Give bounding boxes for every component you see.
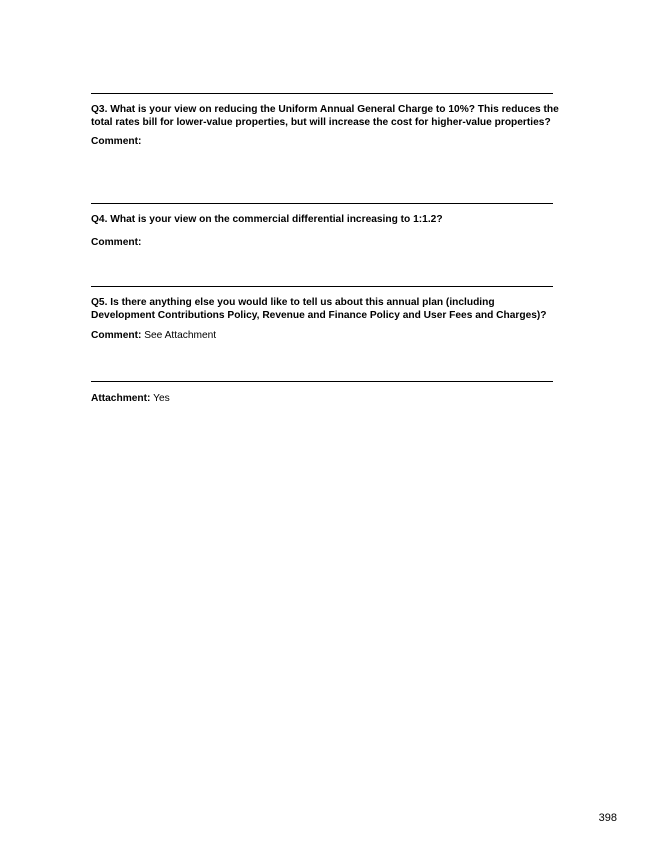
q5-comment (91, 330, 561, 343)
attachment-label: Attachment: (91, 393, 151, 404)
q5-question: Q5. Is there anything else you would like to tell us about this annual plan (including Development Contributions Policy, Revenue and Finance Policy and User Fees and Charges)? (91, 297, 547, 321)
q5-comment-label: Comment: (91, 330, 142, 342)
q3-comment-label: Comment: (91, 136, 142, 148)
q3-question: Q3. What is your view on reducing the Uniform Annual General Charge to 10%? This reduces the total rates bill for lower-value properties, but will increase the cost for higher-value properties? (91, 104, 559, 128)
attachment-line (91, 393, 561, 406)
divider-top (91, 93, 553, 94)
q5-section (91, 297, 561, 343)
attachment-value: Yes (153, 393, 170, 404)
q4-question: Q4. What is your view on the commercial differential increasing to 1:1.2? (91, 214, 443, 225)
divider-q4-q5 (91, 286, 553, 287)
q4-comment-label: Comment: (91, 236, 142, 248)
page-number: 398 (598, 812, 617, 824)
divider-q5-attachment (91, 381, 553, 382)
divider-q3-q4 (91, 203, 553, 204)
q4-comment (91, 237, 561, 250)
q5-comment-value: See Attachment (144, 330, 217, 342)
attachment-section (91, 393, 561, 406)
q4-section (91, 214, 561, 249)
q3-section (91, 104, 561, 149)
q3-comment (91, 136, 561, 149)
